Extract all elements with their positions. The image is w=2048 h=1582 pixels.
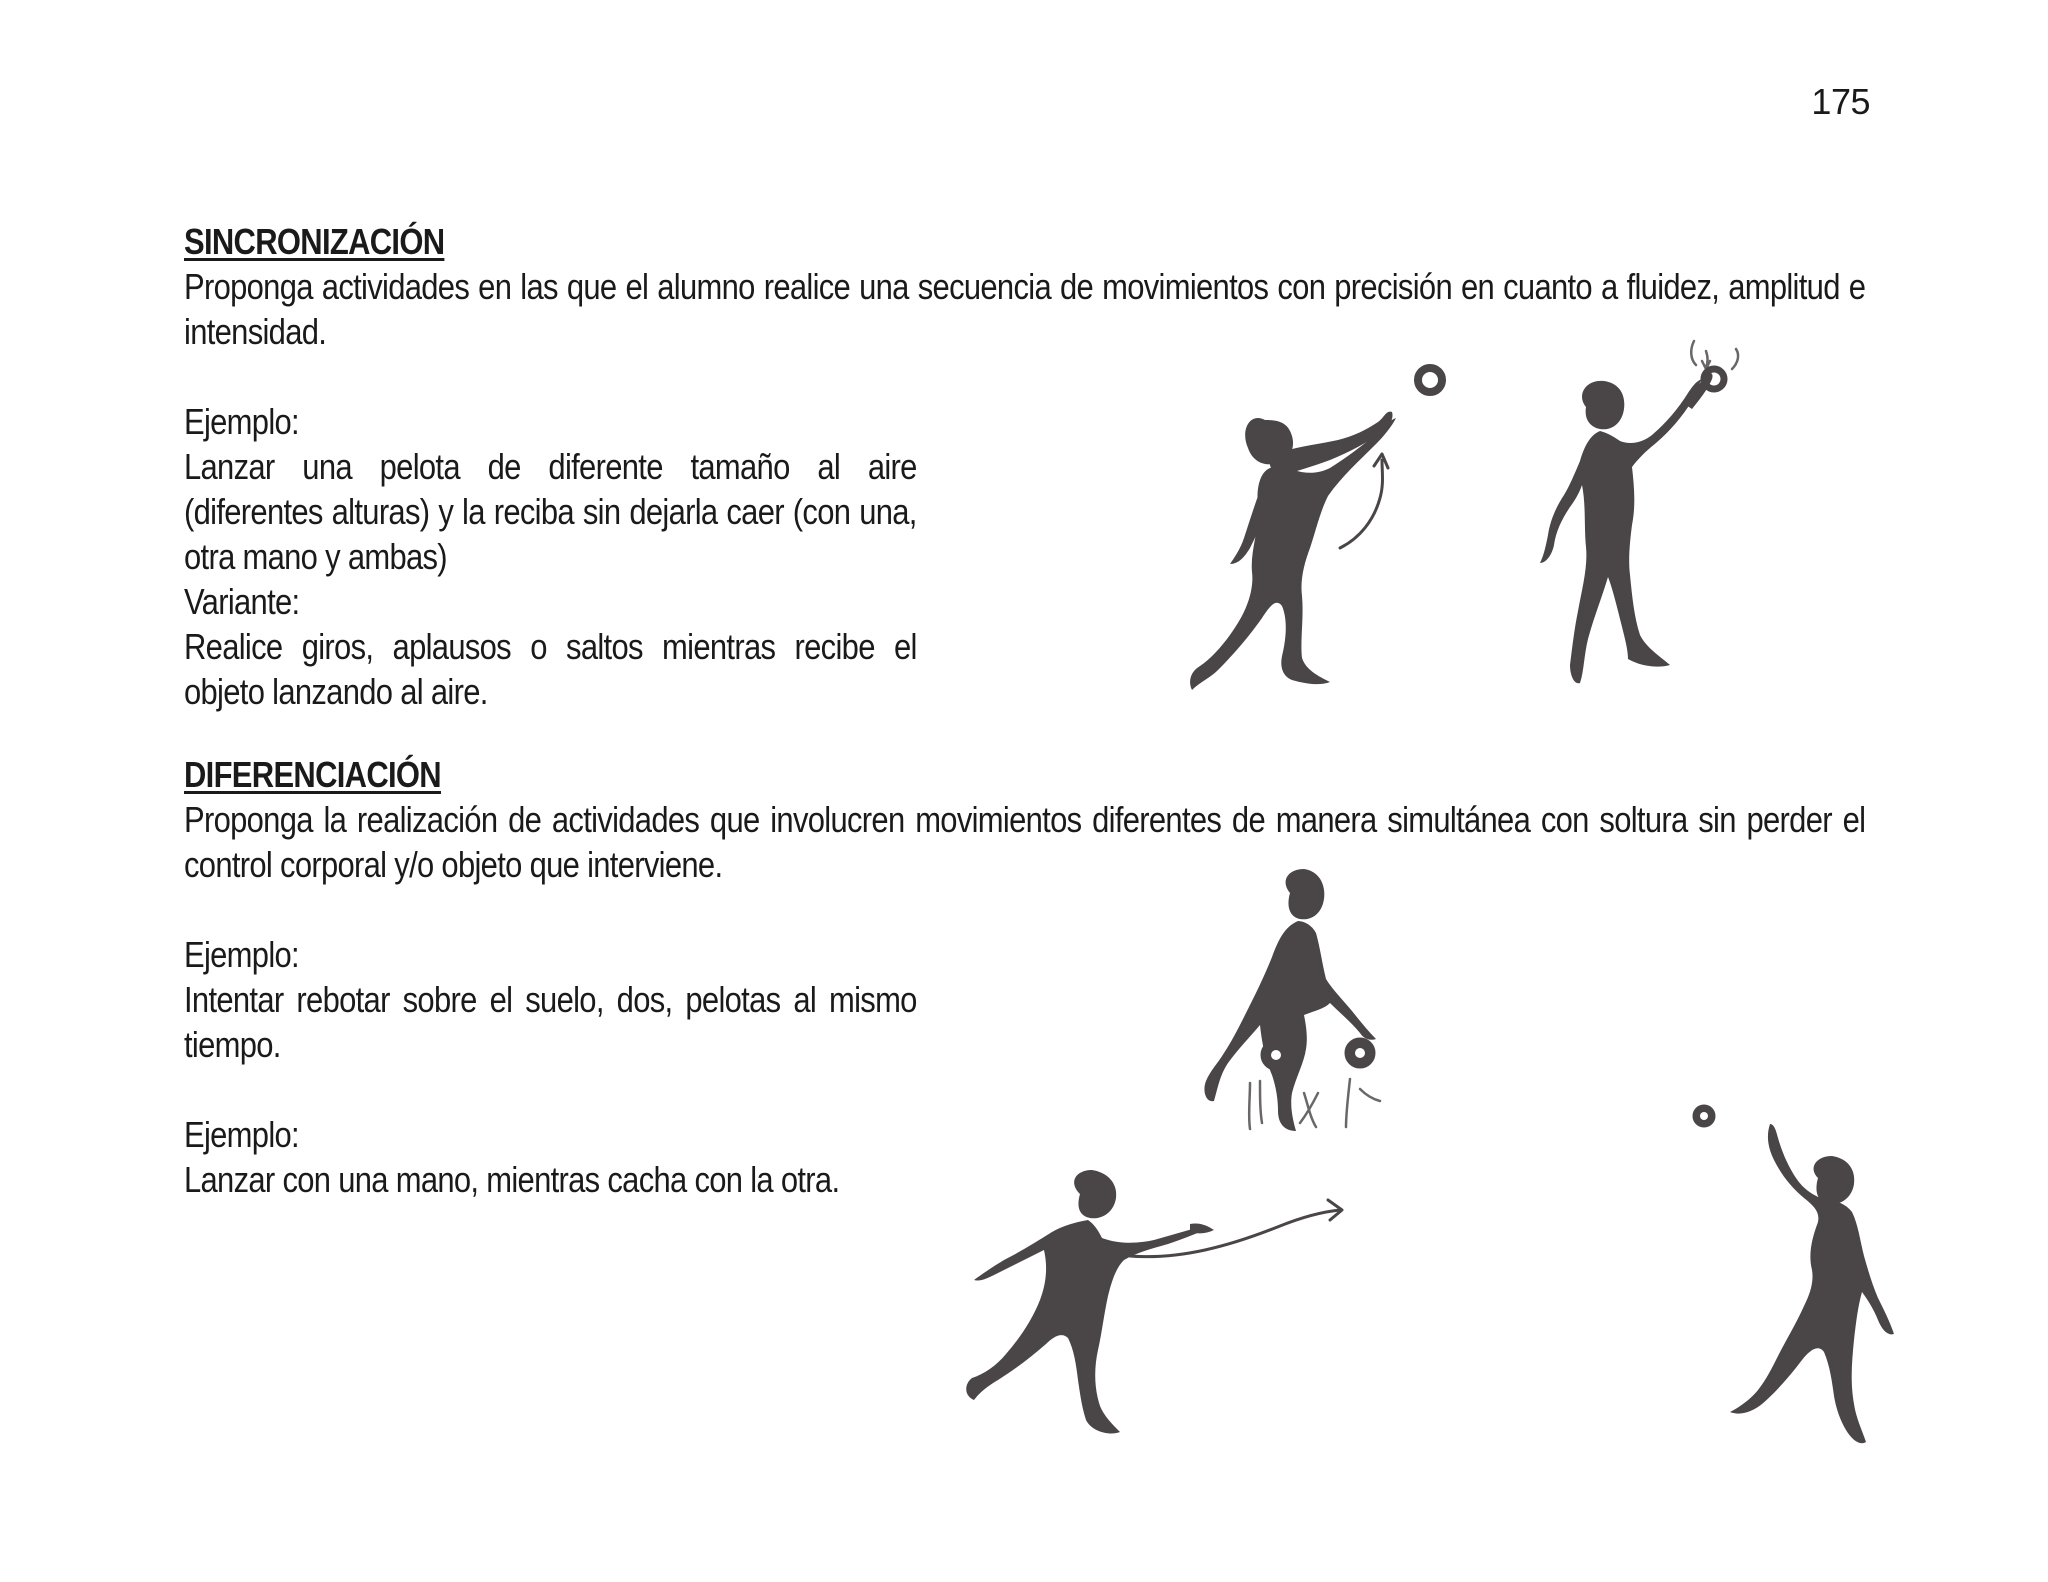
section-description: Proponga la realización de actividades que involucren movimientos diferentes de manera simultánea con soltura sin perder el control corporal y/o objeto que interviene. [184,799,1866,885]
child-catching-ball-silhouette [1520,335,1750,695]
spacer [184,1067,1865,1112]
child-receiving-ball-silhouette [1690,1100,1920,1480]
variant-text: Realice giros, aplausos o saltos mientras recibe el objeto lanzando al aire. [184,626,917,712]
spacer [184,887,1865,932]
example-label: Ejemplo: [184,1114,299,1155]
example-label: Ejemplo: [184,934,299,975]
child-bouncing-two-balls-silhouette [1180,865,1400,1155]
variant-label: Variante: [184,581,300,622]
ball-icon [1410,360,1450,400]
page-number: 175 [1811,81,1870,122]
example-text: Lanzar con una mano, mientras cacha con la otra. [184,1159,840,1200]
section-description: Proponga actividades en las que el alumno realice una secuencia de movimientos con precisión en cuanto a fluidez, amplitud e intensidad. [184,266,1866,352]
section-heading: SINCRONIZACIÓN [184,221,445,262]
example-text: Intentar rebotar sobre el suelo, dos, pelotas al mismo tiempo. [184,979,917,1065]
child-throwing-to-partner-silhouette [940,1170,1400,1460]
section-diferenciacion [184,752,1865,1202]
child-throwing-ball-silhouette [1170,360,1420,700]
section-heading: DIFERENCIACIÓN [184,754,441,795]
example-label: Ejemplo: [184,401,299,442]
example-text: Lanzar una pelota de diferente tamaño al aire (diferentes alturas) y la reciba sin dejarla caer (con una, otra mano y ambas) [184,446,917,577]
